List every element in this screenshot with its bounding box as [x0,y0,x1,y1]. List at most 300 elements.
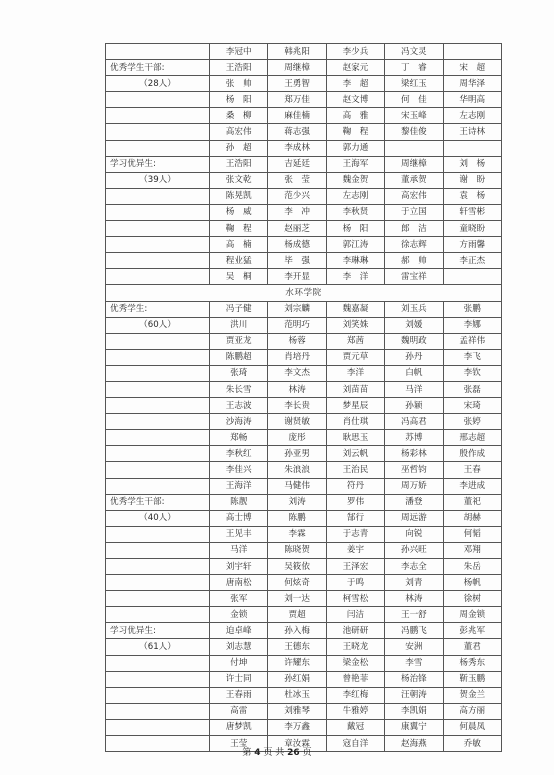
student-name-cell: 范少兴 [268,188,326,204]
student-name-cell: 汪朝涛 [385,687,443,703]
student-name-cell: 张鹏 [443,301,501,317]
student-name-cell: 李长贵 [268,398,326,414]
student-name-cell: 吴 桐 [210,269,268,285]
table-row [106,253,502,269]
student-name-cell: 周华泽 [443,76,501,92]
category-cell [106,591,210,607]
page-number: 4 [254,748,261,758]
student-name-cell: 苏博 [385,430,443,446]
table-row [106,494,502,510]
student-name-cell: 李开显 [268,269,326,285]
student-name-cell: 王海洋 [210,478,268,494]
student-name-cell: 袁 杨 [443,188,501,204]
table-row [106,333,502,349]
student-name-cell: 李进成 [443,478,501,494]
table-row [106,172,502,188]
student-name-cell: 刘苗苗 [326,381,384,397]
student-name-cell: 冯子健 [210,301,268,317]
student-name-cell: 王一舒 [385,607,443,623]
student-name-cell: 谢 盼 [443,172,501,188]
footer-prefix: 第 [242,748,252,758]
table-row [106,591,502,607]
student-name-cell: 冯鹏飞 [385,623,443,639]
student-name-cell: 郑茜 [326,333,384,349]
category-label: 优秀学生干部: [106,60,210,76]
student-name-cell: 张 帅 [210,76,268,92]
student-name-cell: 赵文博 [326,92,384,108]
student-name-cell: 李少兵 [326,44,384,60]
student-name-cell: 贾亚龙 [210,333,268,349]
category-cell [106,253,210,269]
student-name-cell: 王浩阳 [210,60,268,76]
student-name-cell: 殷作成 [443,446,501,462]
student-name-cell: 方雨馨 [443,237,501,253]
table-row [106,76,502,92]
student-name-cell: 高 楠 [210,237,268,253]
student-name-cell: 乔敏 [443,736,501,752]
section-header: 水环学院 [106,285,502,301]
table-row [106,124,502,140]
student-name-cell: 孟祥伟 [443,333,501,349]
student-name-cell: 林涛 [385,591,443,607]
student-name-cell: 于鸣 [326,575,384,591]
student-name-cell: 白帆 [385,365,443,381]
student-name-cell: 李万鑫 [268,719,326,735]
student-name-cell: 毕 强 [268,253,326,269]
student-name-cell [443,269,501,285]
category-cell [106,108,210,124]
student-name-cell: 董承贺 [385,172,443,188]
student-name-cell: 朱长雪 [210,381,268,397]
student-name-cell: 林涛 [268,381,326,397]
student-name-cell: 陈晃凯 [210,188,268,204]
student-name-cell: 李娜 [443,317,501,333]
student-name-cell: 赵家元 [326,60,384,76]
student-name-cell: 何晨凤 [443,719,501,735]
student-name-cell: 杨彩林 [385,446,443,462]
student-name-cell: 安洲 [385,639,443,655]
student-name-cell: 宋琦 [443,398,501,414]
student-name-cell: 张琦 [210,365,268,381]
category-cell [106,703,210,719]
student-name-cell: 邢志超 [443,430,501,446]
student-name-cell: 王泽宏 [326,559,384,575]
student-name-cell: 郭江涛 [326,237,384,253]
student-name-cell: 程业猛 [210,253,268,269]
category-label: 优秀学生干部: [106,494,210,510]
student-name-cell: 康翼宁 [385,719,443,735]
student-name-cell: 彭兆军 [443,623,501,639]
student-name-cell: 高 雅 [326,108,384,124]
student-name-cell: 刘 杨 [443,156,501,172]
student-name-cell: 何 佳 [385,92,443,108]
student-name-cell: 李佳兴 [210,462,268,478]
category-count: （60人） [106,317,210,333]
student-name-cell: 耿思玉 [326,430,384,446]
student-name-cell: 向锐 [385,526,443,542]
student-name-cell: 潘登 [385,494,443,510]
student-name-cell: 唐梦凯 [210,719,268,735]
student-name-cell: 李 冲 [268,204,326,220]
student-name-cell: 李秋红 [210,446,268,462]
category-count: （28人） [106,76,210,92]
student-name-cell: 宋 超 [443,60,501,76]
category-cell [106,221,210,237]
student-name-cell: 杨 阳 [210,92,268,108]
page-footer [0,745,554,758]
student-name-cell: 刘雅琴 [268,703,326,719]
student-name-cell: 庞彤 [268,430,326,446]
student-name-cell: 陈鹏超 [210,349,268,365]
student-name-cell: 王海军 [326,156,384,172]
student-name-cell: 池研研 [326,623,384,639]
student-name-cell: 章汝霖 [268,736,326,752]
footer-suffix: 页 [302,748,312,758]
student-name-cell: 李 超 [326,76,384,92]
table-row [106,140,502,156]
student-name-cell: 李洋 [326,365,384,381]
student-name-cell: 何韬 [443,526,501,542]
category-cell [106,687,210,703]
student-name-cell: 刘志慧 [210,639,268,655]
student-name-cell: 梦星辰 [326,398,384,414]
category-cell [106,446,210,462]
student-name-cell: 孙 超 [210,140,268,156]
student-name-cell: 周远游 [385,510,443,526]
student-name-cell: 张文乾 [210,172,268,188]
table-row [106,510,502,526]
student-name-cell: 付坤 [210,655,268,671]
student-name-cell: 高宏伟 [210,124,268,140]
student-name-cell: 赵海燕 [385,736,443,752]
student-name-cell: 李 洋 [326,269,384,285]
category-cell [106,140,210,156]
student-name-cell: 李正杰 [443,253,501,269]
student-name-cell: 于志青 [326,526,384,542]
category-label: 学习优异生: [106,156,210,172]
student-name-cell: 洪川 [210,317,268,333]
student-name-cell: 周金锁 [443,607,501,623]
student-name-cell: 冯文灵 [385,44,443,60]
total-pages: 26 [287,748,300,758]
student-name-cell: 雷宝祥 [385,269,443,285]
student-name-cell: 郜行 [326,510,384,526]
table-row [106,639,502,655]
table-row [106,269,502,285]
table-row [106,687,502,703]
student-name-cell: 王春雨 [210,687,268,703]
student-name-cell: 姜宇 [326,542,384,558]
category-count: （61人） [106,639,210,655]
student-name-cell: 孙亚男 [268,446,326,462]
student-name-cell: 李钦 [443,365,501,381]
student-name-cell: 杨 威 [210,204,268,220]
student-name-cell: 肖仕琪 [326,414,384,430]
table-row [106,462,502,478]
student-name-cell: 金锁 [210,607,268,623]
table-row [106,92,502,108]
student-name-cell: 郭力通 [326,140,384,156]
student-name-cell: 李红梅 [326,687,384,703]
student-name-cell: 孙丹 [385,349,443,365]
student-name-cell: 孙红娟 [268,671,326,687]
student-name-cell: 李凯娟 [385,703,443,719]
student-name-cell [443,44,501,60]
student-name-cell: 肖培丹 [268,349,326,365]
student-name-cell: 柯雪松 [326,591,384,607]
student-name-cell: 于立国 [385,204,443,220]
category-cell [106,237,210,253]
student-name-cell: 杨帆 [443,575,501,591]
student-name-cell: 魏金贺 [326,172,384,188]
student-name-cell: 许士同 [210,671,268,687]
student-name-cell: 刘玉兵 [385,301,443,317]
student-name-cell: 陈靓 [210,494,268,510]
student-name-cell: 李琳琳 [326,253,384,269]
student-name-cell: 徐志辉 [385,237,443,253]
student-name-cell: 张军 [210,591,268,607]
student-name-cell: 董祀 [443,494,501,510]
student-name-cell [443,140,501,156]
student-name-cell: 杨成德 [268,237,326,253]
table-row [106,719,502,735]
student-name-cell: 刘云帆 [326,446,384,462]
student-name-cell: 张 莹 [268,172,326,188]
table-row [106,44,502,60]
table-row [106,575,502,591]
student-name-cell: 周继樟 [268,60,326,76]
category-cell [106,269,210,285]
student-name-cell: 冯高君 [385,414,443,430]
table-row [106,671,502,687]
student-name-cell: 孙兴旺 [385,542,443,558]
category-cell [106,559,210,575]
category-cell [106,188,210,204]
student-name-cell: 王莹 [210,736,268,752]
student-name-cell: 李冠中 [210,44,268,60]
table-row [106,623,502,639]
student-name-cell: 郑畅 [210,430,268,446]
student-name-cell: 麻佳楠 [268,108,326,124]
student-name-cell: 王志波 [210,398,268,414]
table-row [106,349,502,365]
footer-middle: 页 共 [263,748,285,758]
student-name-cell: 陈晓贺 [268,542,326,558]
student-name-cell: 郑万佳 [268,92,326,108]
table-row [106,607,502,623]
table-row [106,478,502,494]
student-name-cell: 左志刚 [443,108,501,124]
student-name-cell: 高士博 [210,510,268,526]
student-name-cell: 巫哲钧 [385,462,443,478]
table-row [106,365,502,381]
student-name-cell: 戴冠 [326,719,384,735]
student-name-cell: 马洋 [210,542,268,558]
student-name-cell: 杨蓉 [268,333,326,349]
student-name-cell: 刘涛 [268,494,326,510]
student-name-cell: 迫卓峰 [210,623,268,639]
student-name-cell: 靳玉鹏 [443,671,501,687]
category-cell [106,333,210,349]
student-name-cell: 王春 [443,462,501,478]
student-name-cell: 李秋贤 [326,204,384,220]
category-cell [106,430,210,446]
student-name-cell: 吴筱依 [268,559,326,575]
student-name-cell: 左志刚 [326,188,384,204]
category-cell [106,124,210,140]
award-roster-table [105,43,502,752]
table-row [106,526,502,542]
student-name-cell: 周万娇 [385,478,443,494]
student-name-cell: 杨秀东 [443,655,501,671]
category-cell [106,719,210,735]
student-name-cell: 马健伟 [268,478,326,494]
student-name-cell: 郝 帅 [385,253,443,269]
table-row [106,655,502,671]
student-name-cell: 轩雪彬 [443,204,501,220]
category-cell [106,365,210,381]
category-cell [106,381,210,397]
student-name-cell: 张婷 [443,414,501,430]
student-name-cell: 魏嘉凝 [326,301,384,317]
student-name-cell: 魏明政 [385,333,443,349]
table-row [106,204,502,220]
student-name-cell: 孙入梅 [268,623,326,639]
student-name-cell: 李雪 [385,655,443,671]
student-name-cell: 李成林 [268,140,326,156]
student-name-cell: 沙海涛 [210,414,268,430]
student-name-cell: 王勇智 [268,76,326,92]
student-name-cell: 陈鹏 [268,510,326,526]
table-row [106,60,502,76]
student-name-cell [385,140,443,156]
student-name-cell: 李文杰 [268,365,326,381]
student-name-cell: 牛雅婷 [326,703,384,719]
table-row [106,156,502,172]
category-cell [106,575,210,591]
student-name-cell: 吉延廷 [268,156,326,172]
category-count: （39人） [106,172,210,188]
student-name-cell: 高宏伟 [385,188,443,204]
student-name-cell: 桑 柳 [210,108,268,124]
table-row [106,446,502,462]
student-name-cell: 黎佳俊 [385,124,443,140]
student-name-cell: 李飞 [443,349,501,365]
student-name-cell: 刘青 [385,575,443,591]
section-header-row [106,285,502,301]
student-name-cell: 谢贤敏 [268,414,326,430]
student-name-cell: 梁红玉 [385,76,443,92]
category-label: 优秀学生: [106,301,210,317]
category-cell [106,655,210,671]
student-name-cell: 高方丽 [443,703,501,719]
category-cell [106,607,210,623]
category-cell [106,462,210,478]
student-name-cell: 刘宇轩 [210,559,268,575]
student-name-cell: 罗伟 [326,494,384,510]
table-row [106,703,502,719]
category-label: 学习优异生: [106,623,210,639]
student-name-cell: 杨 阳 [326,221,384,237]
student-name-cell: 许耀东 [268,655,326,671]
category-cell [106,398,210,414]
table-row [106,414,502,430]
table-row [106,108,502,124]
category-label [106,44,210,60]
student-name-cell: 李志全 [385,559,443,575]
student-name-cell: 王见丰 [210,526,268,542]
student-name-cell: 华明高 [443,92,501,108]
table-row [106,317,502,333]
category-cell [106,526,210,542]
student-name-cell: 鞠 程 [210,221,268,237]
table-row [106,559,502,575]
table-row [106,237,502,253]
category-cell [106,671,210,687]
category-cell [106,204,210,220]
student-name-cell: 韩兆阳 [268,44,326,60]
student-name-cell: 刘笑姝 [326,317,384,333]
student-name-cell: 丁 睿 [385,60,443,76]
student-name-cell: 范明巧 [268,317,326,333]
student-name-cell: 刘宗麟 [268,301,326,317]
student-name-cell: 梁金松 [326,655,384,671]
student-name-cell: 王德东 [268,639,326,655]
student-name-cell: 蒋志强 [268,124,326,140]
table-row [106,381,502,397]
student-name-cell: 贾元草 [326,349,384,365]
student-name-cell: 贾超 [268,607,326,623]
student-name-cell: 胡赫 [443,510,501,526]
category-count: （40人） [106,510,210,526]
table-row [106,188,502,204]
table-row [106,430,502,446]
student-name-cell: 童晓盼 [443,221,501,237]
category-cell [106,542,210,558]
student-name-cell: 高雷 [210,703,268,719]
student-name-cell: 李霖 [268,526,326,542]
student-name-cell: 董君 [443,639,501,655]
student-name-cell: 徐树 [443,591,501,607]
student-name-cell: 寇自洋 [326,736,384,752]
table-row [106,398,502,414]
student-name-cell: 郎 洁 [385,221,443,237]
student-name-cell: 王治民 [326,462,384,478]
student-name-cell: 唐南松 [210,575,268,591]
category-cell [106,414,210,430]
student-name-cell: 周继樟 [385,156,443,172]
student-name-cell: 邓翔 [443,542,501,558]
student-name-cell: 杨治锋 [385,671,443,687]
student-name-cell: 张磊 [443,381,501,397]
student-name-cell: 朱浪浪 [268,462,326,478]
student-name-cell: 刘一达 [268,591,326,607]
category-cell [106,478,210,494]
student-name-cell: 孙颖 [385,398,443,414]
student-name-cell: 杜冰玉 [268,687,326,703]
student-name-cell: 闫洁 [326,607,384,623]
student-name-cell: 马洋 [385,381,443,397]
student-name-cell: 王诗林 [443,124,501,140]
student-name-cell: 贺金兰 [443,687,501,703]
student-name-cell: 符丹 [326,478,384,494]
student-name-cell: 赵丽芝 [268,221,326,237]
table-row [106,221,502,237]
student-name-cell: 曾艳菲 [326,671,384,687]
category-cell [106,349,210,365]
student-name-cell: 何炫奇 [268,575,326,591]
table-row [106,542,502,558]
